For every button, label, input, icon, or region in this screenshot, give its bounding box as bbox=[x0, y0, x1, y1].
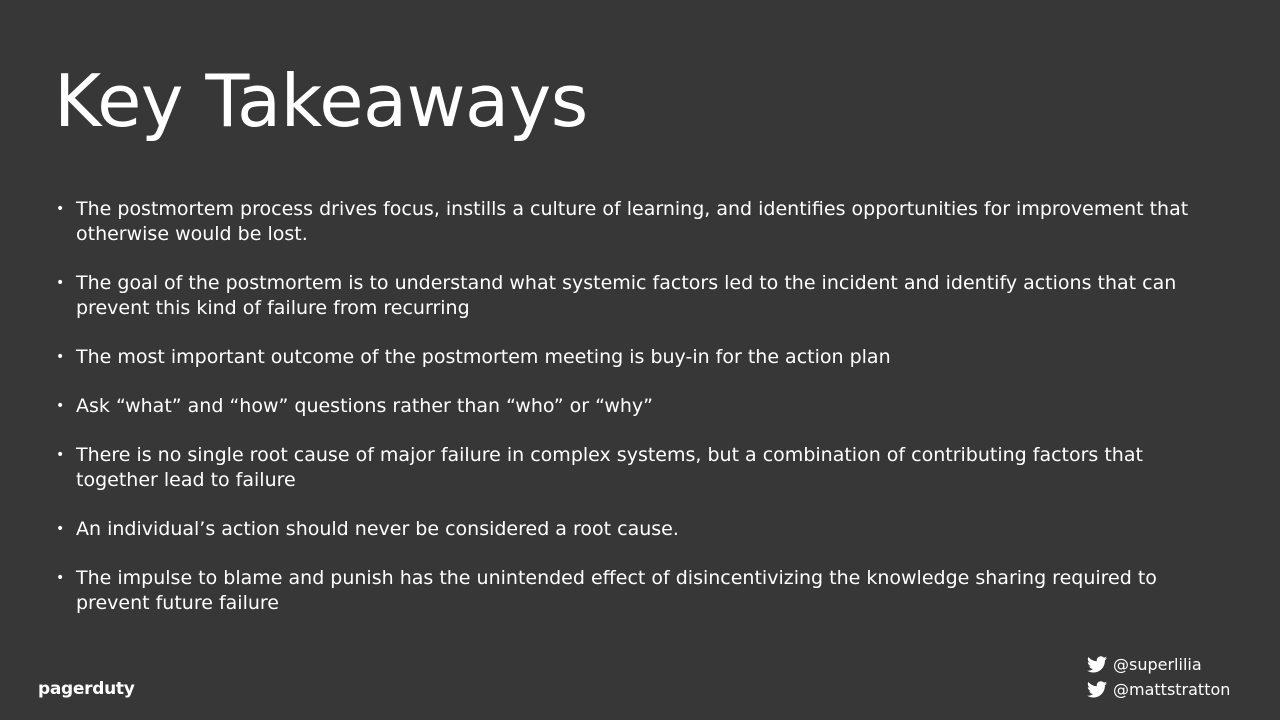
handle-text: @superlilia bbox=[1113, 655, 1202, 674]
social-handles bbox=[1087, 652, 1230, 702]
bullet-dot: • bbox=[56, 201, 65, 217]
bullet-text: An individual’s action should never be considered a root cause. bbox=[76, 518, 679, 540]
handle-superlilia[interactable] bbox=[1087, 652, 1230, 677]
bullet-text: The postmortem process drives focus, instills a culture of learning, and identifies opportunities for improvement that otherwise would be lost. bbox=[76, 198, 1189, 245]
bullet-dot: • bbox=[56, 521, 65, 537]
bullet-item bbox=[54, 345, 1204, 370]
handle-text: @mattstratton bbox=[1113, 680, 1231, 699]
bullet-item bbox=[54, 197, 1204, 247]
bullet-dot: • bbox=[56, 570, 65, 586]
bullet-item bbox=[54, 271, 1204, 321]
bullet-item bbox=[54, 394, 1204, 419]
slide-title: Key Takeaways bbox=[54, 59, 588, 143]
bullet-dot: • bbox=[56, 275, 65, 291]
bullet-text: There is no single root cause of major failure in complex systems, but a combination of contributing factors that together lead to failure bbox=[76, 444, 1143, 491]
bullet-text: The impulse to blame and punish has the unintended effect of disincentivizing the knowledge sharing required to prevent future failure bbox=[76, 567, 1157, 614]
handle-mattstratton[interactable] bbox=[1087, 677, 1230, 702]
twitter-icon bbox=[1087, 656, 1107, 673]
bullet-item bbox=[54, 443, 1204, 493]
pagerduty-logo: pagerduty bbox=[38, 679, 135, 699]
bullet-item bbox=[54, 517, 1204, 542]
bullet-dot: • bbox=[56, 447, 65, 463]
bullet-text: The most important outcome of the postmortem meeting is buy-in for the action plan bbox=[76, 346, 891, 368]
bullet-text: Ask “what” and “how” questions rather than “who” or “why” bbox=[76, 395, 653, 417]
bullet-dot: • bbox=[56, 398, 65, 414]
bullet-dot: • bbox=[56, 349, 65, 365]
bullet-text: The goal of the postmortem is to understand what systemic factors led to the incident and identify actions that can prevent this kind of failure from recurring bbox=[76, 272, 1177, 319]
twitter-icon bbox=[1087, 681, 1107, 698]
bullet-item bbox=[54, 566, 1204, 616]
takeaways-list bbox=[54, 197, 1204, 640]
